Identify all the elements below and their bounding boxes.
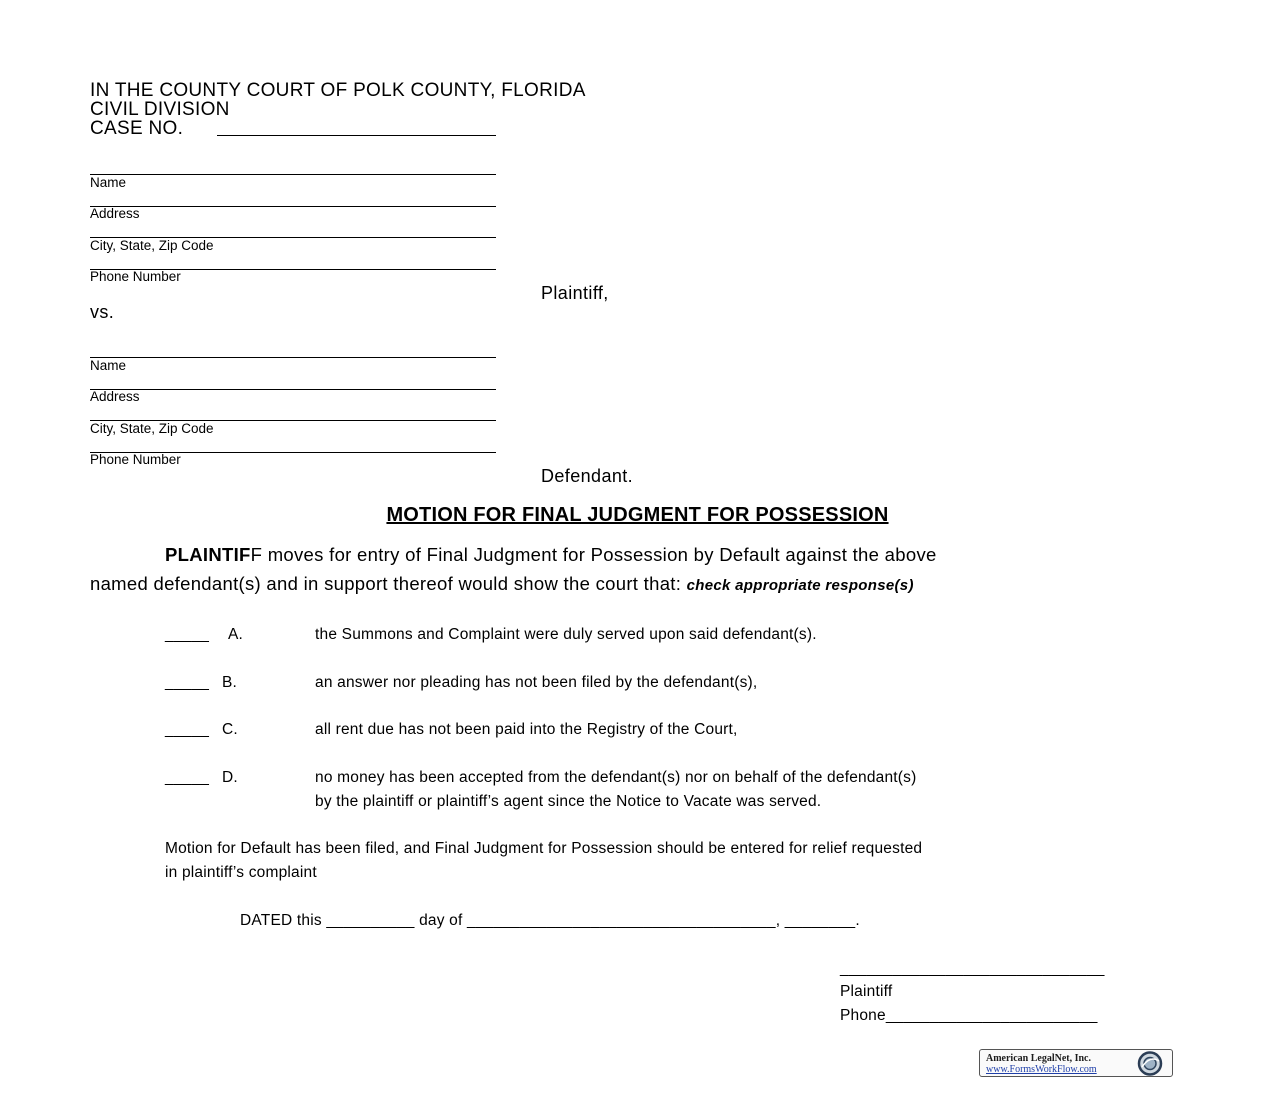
dated-prefix: DATED this [240, 912, 322, 929]
dated-middle: day of [419, 912, 463, 929]
defendant-name-field[interactable] [90, 357, 496, 358]
globe-icon [1137, 1051, 1163, 1076]
intro-bold-lead: PLAINTIF [165, 544, 251, 565]
dated-month-blank[interactable]: ___________________________________ [467, 912, 776, 929]
american-legalnet-logo [979, 1049, 1173, 1077]
division-heading: CIVIL DIVISION [90, 99, 230, 120]
defendant-address-field[interactable] [90, 389, 496, 390]
conclusion-line-2: in plaintiff’s complaint [165, 864, 317, 881]
dated-line [240, 912, 860, 930]
item-b-letter: B. [222, 674, 238, 691]
item-a-text: the Summons and Complaint were duly served upon said defendant(s). [315, 626, 817, 643]
plaintiff-address-label: Address [90, 206, 140, 221]
intro-line-1-text: F moves for entry of Final Judgment for Possession by Default against the above [250, 544, 937, 565]
item-d-text: no money has been accepted from the defendant(s) nor on behalf of the defendant(s) [315, 769, 917, 786]
item-c-text: all rent due has not been paid into the Registry of the Court, [315, 721, 738, 738]
logo-company-name: American LegalNet, Inc. [986, 1053, 1091, 1064]
conclusion-line-1: Motion for Default has been filed, and Final Judgment for Possession should be entered for relief requested [165, 840, 923, 857]
court-heading: IN THE COUNTY COURT OF POLK COUNTY, FLORIDA [90, 80, 586, 101]
item-d-letter: D. [222, 769, 238, 786]
plaintiff-name-field[interactable] [90, 174, 496, 175]
defendant-city-label: City, State, Zip Code [90, 421, 214, 436]
plaintiff-name-label: Name [90, 175, 127, 190]
plaintiff-role-label: Plaintiff, [541, 283, 609, 303]
item-a-letter: A. [228, 626, 244, 643]
signature-line[interactable]: ______________________________ [840, 960, 1105, 977]
case-number-field[interactable] [217, 135, 496, 136]
dated-day-blank[interactable]: __________ [326, 912, 415, 929]
item-a-checkbox-blank[interactable]: _____ [165, 626, 210, 643]
logo-url-link[interactable]: www.FormsWorkFlow.com [986, 1064, 1097, 1075]
item-d-checkbox-blank[interactable]: _____ [165, 769, 210, 786]
dated-separator: , [775, 912, 781, 929]
signature-phone [840, 1007, 1098, 1025]
plaintiff-city-label: City, State, Zip Code [90, 238, 214, 253]
plaintiff-address-field[interactable] [90, 206, 496, 207]
signature-role-label: Plaintiff [840, 983, 893, 1000]
versus-label: vs. [90, 302, 115, 322]
item-c-checkbox-blank[interactable]: _____ [165, 721, 210, 738]
intro-line-1 [165, 544, 937, 566]
defendant-phone-label: Phone Number [90, 452, 181, 467]
intro-line-2-text: named defendant(s) and in support thereof would show the court that: [90, 573, 682, 594]
item-b-text: an answer nor pleading has not been filed by the defendant(s), [315, 674, 758, 691]
case-number-label: CASE NO. [90, 118, 184, 139]
signature-phone-label: Phone [840, 1007, 886, 1024]
signature-phone-blank[interactable]: ________________________ [885, 1007, 1098, 1024]
intro-line-2 [90, 573, 914, 595]
defendant-address-label: Address [90, 389, 140, 404]
item-d-text-continued: by the plaintiff or plaintiff’s agent since the Notice to Vacate was served. [315, 793, 822, 810]
defendant-role-label: Defendant. [541, 466, 634, 486]
dated-year-blank[interactable]: ________ [784, 912, 856, 929]
item-c-letter: C. [222, 721, 238, 738]
defendant-name-label: Name [90, 358, 127, 373]
motion-title: MOTION FOR FINAL JUDGMENT FOR POSSESSION [386, 504, 889, 526]
intro-instruction: check appropriate response(s) [686, 577, 914, 594]
plaintiff-phone-label: Phone Number [90, 269, 181, 284]
item-b-checkbox-blank[interactable]: _____ [165, 674, 210, 691]
dated-end: . [855, 912, 860, 929]
